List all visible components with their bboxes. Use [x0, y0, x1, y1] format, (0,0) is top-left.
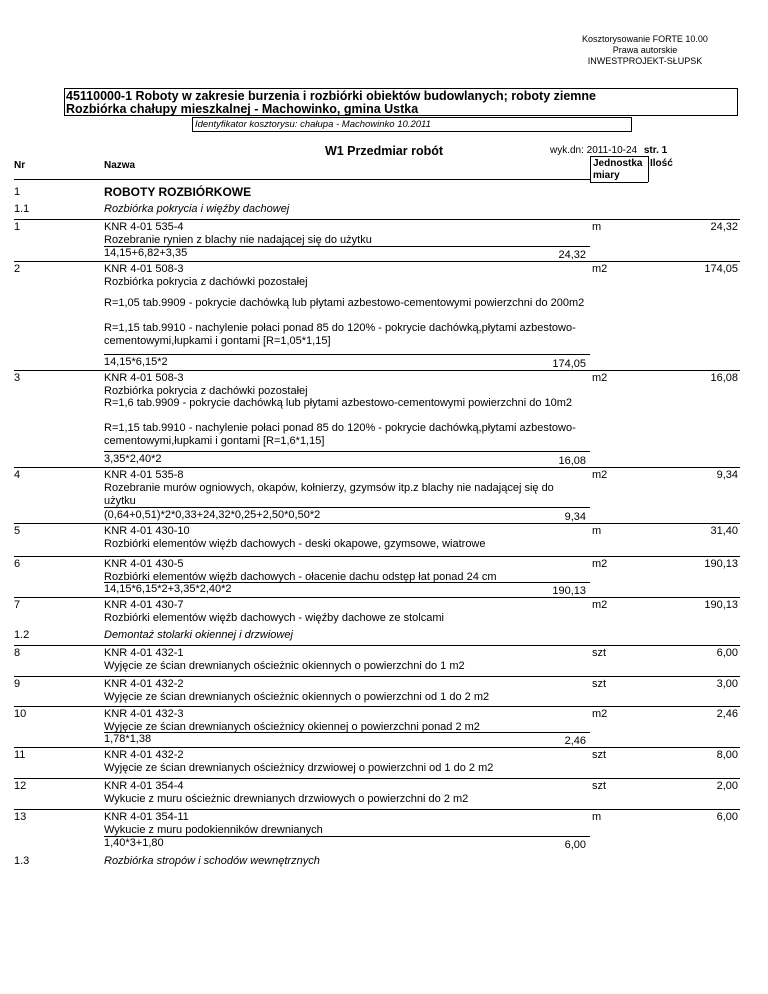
item-code: KNR 4-01 432-2 [104, 749, 184, 761]
item-qty: 190,13 [704, 599, 738, 611]
item-desc: Wyjęcie ze ścian drewnianych ościeżnicy okiennej o powierzchni ponad 2 m2 [104, 721, 480, 733]
subsection-number: 1.1 [14, 203, 30, 215]
section-title: ROBOTY ROZBIÓRKOWE [104, 185, 252, 199]
item-code: KNR 4-01 354-4 [104, 780, 184, 792]
col-qty: Ilość [650, 158, 673, 169]
measure-formula: 1,40*3+1,80 [104, 837, 164, 849]
row-separator [14, 706, 740, 707]
measure-value: 6,00 [564, 839, 586, 851]
item-qty: 6,00 [716, 647, 738, 659]
item-desc: Wykucie z muru ościeżnic drewnianych drzwiowych o powierzchni do 2 m2 [104, 793, 469, 805]
row-separator [14, 809, 740, 810]
section-number: 1 [14, 186, 21, 198]
item-code: KNR 4-01 354-11 [104, 811, 189, 823]
item-desc: Rozebranie murów ogniowych, okapów, kołnierzy, gzymsów itp.z blachy nie nadającej się do użytku [104, 482, 554, 507]
row-separator [14, 219, 740, 220]
subsection-title: Demontaż stolarki okiennej i drzwiowej [104, 629, 293, 641]
document-title: W1 Przedmiar robót [324, 144, 444, 158]
item-code: KNR 4-01 508-3 [104, 263, 184, 275]
rights-text: Prawa autorskie [612, 45, 678, 55]
item-qty: 24,32 [710, 221, 738, 233]
measure-value: 16,08 [558, 455, 586, 467]
subsection-number: 1.3 [14, 855, 30, 867]
measure-formula: 14,15+6,82+3,35 [104, 247, 188, 259]
item-desc: Wykucie z muru podokienników drewnianych [104, 824, 323, 836]
item-unit: szt [592, 749, 607, 761]
company-name: INWESTPROJEKT-SŁUPSK [587, 56, 703, 66]
item-nr: 7 [14, 599, 21, 611]
col-unit-line1: Jednostka [593, 158, 643, 169]
item-qty: 31,40 [710, 525, 738, 537]
item-nr: 8 [14, 647, 21, 659]
item-code: KNR 4-01 432-1 [104, 647, 184, 659]
item-unit: m [592, 221, 602, 233]
project-title-box [64, 88, 738, 116]
row-separator [14, 467, 740, 468]
item-unit: m2 [592, 263, 608, 275]
item-code: KNR 4-01 430-7 [104, 599, 184, 611]
item-qty: 174,05 [704, 263, 738, 275]
item-nr: 12 [14, 780, 27, 792]
row-separator [14, 556, 740, 557]
item-unit: m2 [592, 469, 608, 481]
measure-value: 190,13 [552, 585, 586, 597]
col-unit-border-top [590, 156, 648, 157]
header-separator [14, 179, 590, 180]
item-qty: 8,00 [716, 749, 738, 761]
item-code: KNR 4-01 508-3 [104, 372, 184, 384]
col-unit [593, 158, 642, 182]
item-code: KNR 4-01 432-3 [104, 708, 184, 720]
estimate-identifier: Identyfikator kosztorysu: chałupa - Machowinko 10.2011 [192, 117, 632, 132]
item-desc: Rozbiórki elementów więźb dachowych - ołacenie dachu odstęp łat ponad 24 cm [104, 571, 497, 583]
item-code: KNR 4-01 535-8 [104, 469, 184, 481]
item-desc: Rozbiórki elementów więźb dachowych - deski okapowe, gzymsowe, wiatrowe [104, 538, 486, 550]
item-note: R=1,6 tab.9909 - pokrycie dachówką lub płytami azbestowo-cementowymi powierzchni do 10m2 [104, 397, 573, 409]
measure-separator [104, 732, 590, 733]
measure-formula: (0,64+0,51)*2*0,33+24,32*0,25+2,50*0,50*2 [104, 509, 321, 521]
item-nr: 9 [14, 678, 21, 690]
program-info [575, 34, 715, 67]
row-separator [14, 370, 740, 371]
item-unit: szt [592, 780, 607, 792]
item-nr: 5 [14, 525, 21, 537]
item-nr: 4 [14, 469, 21, 481]
measure-separator [104, 354, 590, 355]
item-desc: Rozebranie rynien z blachy nie nadającej się do użytku [104, 234, 372, 246]
item-desc: Rozbiórka pokrycia z dachówki pozostałej [104, 276, 308, 288]
program-name: Kosztorysowanie FORTE 10.00 [582, 34, 708, 44]
item-unit: m2 [592, 708, 608, 720]
item-desc: Rozbiórka pokrycia z dachówki pozostałej [104, 385, 308, 397]
measure-formula: 14,15*6,15*2+3,35*2,40*2 [104, 583, 232, 595]
measure-separator [104, 507, 590, 508]
measure-separator [104, 451, 590, 452]
item-code: KNR 4-01 430-5 [104, 558, 184, 570]
col-name: Nazwa [104, 160, 136, 171]
item-code: KNR 4-01 432-2 [104, 678, 184, 690]
item-desc: Wyjęcie ze ścian drewnianych ościeżnicy drzwiowej o powierzchni od 1 do 2 m2 [104, 762, 494, 774]
item-nr: 2 [14, 263, 21, 275]
execution-date: wyk.dn: 2011-10-24 [550, 145, 638, 156]
subsection-number: 1.2 [14, 629, 30, 641]
subsection-title: Rozbiórka stropów i schodów wewnętrznych [104, 855, 320, 867]
item-qty: 2,46 [716, 708, 738, 720]
col-nr: Nr [14, 160, 26, 171]
item-unit: m2 [592, 372, 608, 384]
item-unit: m2 [592, 558, 608, 570]
item-qty: 3,00 [716, 678, 738, 690]
measure-formula: 1,78*1,38 [104, 733, 152, 745]
project-title-line2: Rozbiórka chałupy mieszkalnej - Machowinko, gmina Ustka [66, 102, 419, 116]
col-unit-line2: miary [593, 170, 620, 181]
subsection-title: Rozbiórka pokrycia i więźby dachowej [104, 203, 290, 215]
item-qty: 6,00 [716, 811, 738, 823]
row-separator [14, 747, 740, 748]
item-desc: Rozbiórki elementów więźb dachowych - więźby dachowe ze stolcami [104, 612, 444, 624]
item-code: KNR 4-01 430-10 [104, 525, 190, 537]
item-nr: 13 [14, 811, 27, 823]
item-unit: m [592, 811, 602, 823]
item-note: R=1,15 tab.9910 - nachylenie połaci ponad 85 do 120% - pokrycie dachówką,płytami azbestowo-cementowymi,łupkami i gontami [R=1,05*1,15] [104, 322, 576, 347]
item-unit: m [592, 525, 602, 537]
item-note: R=1,15 tab.9910 - nachylenie połaci ponad 85 do 120% - pokrycie dachówką,płytami azbestowo-cementowymi,łupkami i gontami [R=1,6*1,15] [104, 422, 576, 447]
item-desc: Wyjęcie ze ścian drewnianych ościeżnic okiennych o powierzchni do 1 m2 [104, 660, 465, 672]
item-note: R=1,05 tab.9909 - pokrycie dachówką lub płytami azbestowo-cementowymi powierzchni do 200m2 [104, 297, 585, 309]
measure-value: 9,34 [564, 511, 586, 523]
date-page-info [550, 145, 667, 156]
item-qty: 190,13 [704, 558, 738, 570]
item-nr: 11 [14, 749, 26, 761]
row-separator [14, 645, 740, 646]
project-title-line1: 45110000-1 Roboty w zakresie burzenia i rozbiórki obiektów budowlanych; roboty ziemne [66, 89, 596, 103]
col-unit-border-left [590, 156, 591, 182]
item-qty: 16,08 [710, 372, 738, 384]
col-unit-border-right [648, 156, 649, 182]
item-code: KNR 4-01 535-4 [104, 221, 184, 233]
page-number: str. 1 [643, 145, 668, 156]
col-unit-border-bottom [590, 182, 648, 183]
measure-value: 2,46 [564, 735, 586, 747]
item-qty: 2,00 [716, 780, 738, 792]
measure-value: 174,05 [552, 358, 586, 370]
item-nr: 1 [14, 221, 21, 233]
row-separator [14, 676, 740, 677]
item-unit: szt [592, 678, 607, 690]
item-nr: 3 [14, 372, 21, 384]
row-separator [14, 261, 740, 262]
item-unit: szt [592, 647, 607, 659]
measure-separator [104, 836, 590, 837]
item-unit: m2 [592, 599, 608, 611]
item-nr: 6 [14, 558, 21, 570]
item-qty: 9,34 [716, 469, 738, 481]
row-separator [14, 778, 740, 779]
row-separator [14, 597, 740, 598]
measure-value: 24,32 [558, 249, 586, 261]
measure-formula: 3,35*2,40*2 [104, 453, 162, 465]
row-separator [14, 523, 740, 524]
measure-formula: 14,15*6,15*2 [104, 356, 168, 368]
item-desc: Wyjęcie ze ścian drewnianych ościeżnic okiennych o powierzchni od 1 do 2 m2 [104, 691, 490, 703]
item-nr: 10 [14, 708, 27, 720]
